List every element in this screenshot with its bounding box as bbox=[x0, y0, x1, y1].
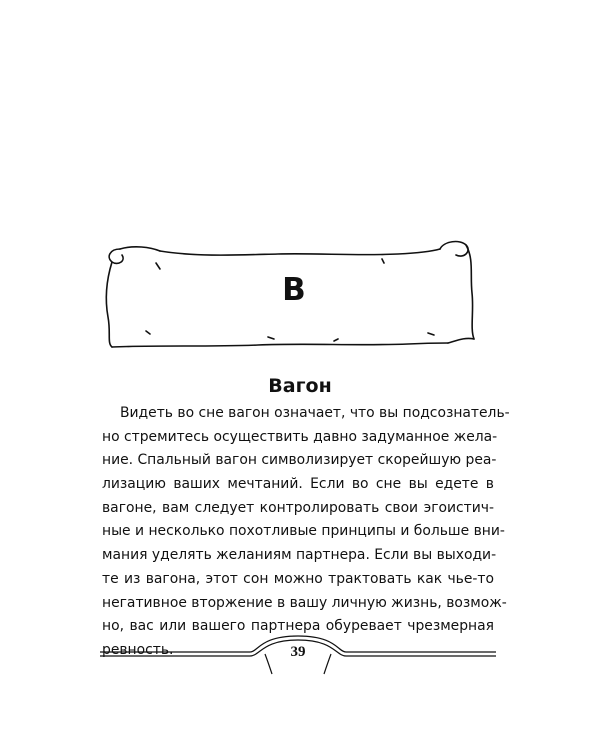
body-line: ние. Спальный вагон символизирует скорейшую реа- bbox=[102, 452, 497, 469]
entry-title: Вагон bbox=[268, 375, 332, 397]
body-line: те из вагона, этот сон можно трактовать как чье-то bbox=[102, 570, 494, 587]
body-line: ревность. bbox=[102, 641, 174, 658]
body-line: вагоне, вам следует контролировать свои эгоистич- bbox=[102, 499, 494, 516]
body-line: мания уделять желаниям партнера. Если вы выходи- bbox=[102, 547, 497, 564]
body-line: но стремитесь осуществить давно задуманное жела- bbox=[102, 428, 498, 445]
section-letter: В bbox=[282, 272, 306, 308]
body-line: но, вас или вашего партнера обуревает чрезмерная bbox=[102, 618, 494, 635]
body-line: Видеть во сне вагон означает, что вы подсознатель- bbox=[120, 405, 510, 421]
section-letter-scroll bbox=[98, 235, 490, 355]
body-line: негативное вторжение в вашу личную жизнь, возмож- bbox=[102, 594, 507, 611]
body-line: лизацию ваших мечтаний. Если во сне вы едете в bbox=[102, 476, 494, 493]
entry-body bbox=[102, 402, 510, 663]
body-line: ные и несколько похотливые принципы и больше вни- bbox=[102, 523, 505, 540]
page-number: 39 bbox=[290, 644, 306, 660]
